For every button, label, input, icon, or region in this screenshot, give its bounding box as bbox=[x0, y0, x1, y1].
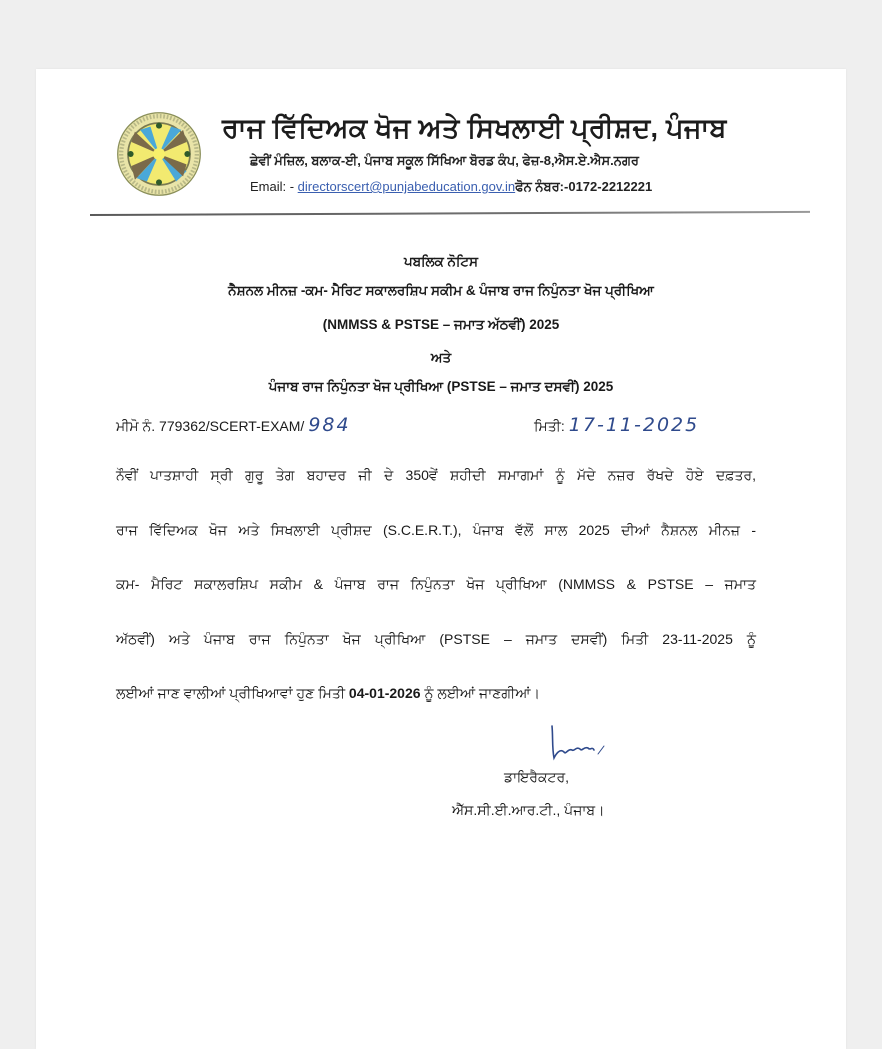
notice-heading: ਪਬਲਿਕ ਨੋਟਿਸ bbox=[404, 254, 478, 269]
body-line-5 bbox=[116, 685, 756, 702]
notice-subject-line-1: ਨੈਸ਼ਨਲ ਮੀਨਜ਼ -ਕਮ- ਮੈਰਿਟ ਸਕਾਲਰਸ਼ਿਪ ਸਕੀਮ & ਪੰਜਾਬ ਰਾਜ ਨਿਪੁੰਨਤਾ ਖੋਜ ਪ੍ਰੀਖਿਆ bbox=[228, 283, 654, 298]
memo-number bbox=[116, 414, 351, 436]
organization-address: ਛੇਵੀਂ ਮੰਜ਼ਿਲ, ਬਲਾਕ-ਈ, ਪੰਜਾਬ ਸਕੂਲ ਸਿੱਖਿਆ ਬੋਰਡ ਕੰਪ, ਫੇਜ਼-8,ਐਸ.ਏ.ਐਸ.ਨਗਰ bbox=[250, 153, 639, 168]
notice-document-page bbox=[36, 69, 846, 1049]
signatory-organization: ਐੱਸ.ਸੀ.ਈ.ਆਰ.ਟੀ., ਪੰਜਾਬ। bbox=[452, 802, 605, 818]
notice-conjunction: ਅਤੇ bbox=[430, 350, 452, 365]
memo-handwritten-number: 984 bbox=[308, 414, 351, 436]
handwritten-date: 17-11-2025 bbox=[568, 414, 700, 436]
organization-title: ਰਾਜ ਵਿੱਦਿਅਕ ਖੋਜ ਅਤੇ ਸਿਖਲਾਈ ਪ੍ਰੀਸ਼ਦ, ਪੰਜਾਬ bbox=[222, 113, 727, 143]
phone-label: ਫੋਨ ਨੰਬਰ:- bbox=[515, 179, 569, 194]
handwritten-signature-icon bbox=[546, 724, 616, 764]
organization-contact bbox=[250, 179, 652, 195]
memo-date bbox=[534, 414, 699, 436]
new-exam-date: 04-01-2026 bbox=[348, 685, 421, 701]
body-line-2: ਰਾਜ ਵਿੱਦਿਅਕ ਖੋਜ ਅਤੇ ਸਿਖਲਾਈ ਪ੍ਰੀਸ਼ਦ (S.C.E.R.T.), ਪੰਜਾਬ ਵੱਲੋਂ ਸਾਲ 2025 ਦੀਆਂ ਨੈਸ਼ਨਲ ਮੀਨਜ਼ - bbox=[116, 522, 756, 538]
body-line-3: ਕਮ- ਮੈਰਿਟ ਸਕਾਲਰਸ਼ਿਪ ਸਕੀਮ & ਪੰਜਾਬ ਰਾਜ ਨਿਪੁੰਨਤਾ ਖੋਜ ਪ੍ਰੀਖਿਆ (NMMSS & PSTSE – ਜਮਾਤ bbox=[116, 576, 756, 592]
email-label: Email: - bbox=[250, 179, 298, 194]
body-line-1: ਨੌਵੀਂ ਪਾਤਸ਼ਾਹੀ ਸ੍ਰੀ ਗੁਰੂ ਤੇਗ ਬਹਾਦਰ ਜੀ ਦੇ 350ਵੇਂ ਸ਼ਹੀਦੀ ਸਮਾਗਮਾਂ ਨੂੰ ਮੱਦੇ ਨਜ਼ਰ ਰੱਖਦੇ ਹੋਏ ਦਫ਼ਤਰ, bbox=[116, 467, 756, 483]
body-line-5-pre: ਲਈਆਂ ਜਾਣ ਵਾਲੀਆਂ ਪ੍ਰੀਖਿਆਵਾਂ ਹੁਣ ਮਿਤੀ bbox=[116, 685, 349, 701]
memo-label: ਮੀਮੋ ਨੰ. 779362/SCERT-EXAM/ bbox=[116, 418, 305, 434]
phone-number: 0172-2212221 bbox=[568, 179, 653, 194]
date-label: ਮਿਤੀ: bbox=[534, 418, 565, 434]
body-line-4: ਅੱਠਵੀਂ) ਅਤੇ ਪੰਜਾਬ ਰਾਜ ਨਿਪੁੰਨਤਾ ਖੋਜ ਪ੍ਰੀਖਿਆ (PSTSE – ਜਮਾਤ ਦਸਵੀਂ) ਮਿਤੀ 23-11-2025 ਨੂੰ bbox=[116, 631, 756, 647]
email-link[interactable]: directorscert@punjabeducation.gov.in bbox=[297, 179, 516, 194]
signatory-title: ਡਾਇਰੈਕਟਰ, bbox=[504, 769, 570, 785]
letterhead-divider bbox=[90, 211, 810, 216]
body-line-5-post: ਨੂੰ ਲਈਆਂ ਜਾਣਗੀਆਂ। bbox=[420, 685, 540, 701]
notice-subject-line-2: (NMMSS & PSTSE – ਜਮਾਤ ਅੱਠਵੀਂ) 2025 bbox=[322, 317, 560, 332]
scert-emblem-icon bbox=[116, 111, 202, 197]
notice-subject-line-3: ਪੰਜਾਬ ਰਾਜ ਨਿਪੁੰਨਤਾ ਖੋਜ ਪ੍ਰੀਖਿਆ (PSTSE – ਜਮਾਤ ਦਸਵੀਂ) 2025 bbox=[268, 379, 614, 394]
